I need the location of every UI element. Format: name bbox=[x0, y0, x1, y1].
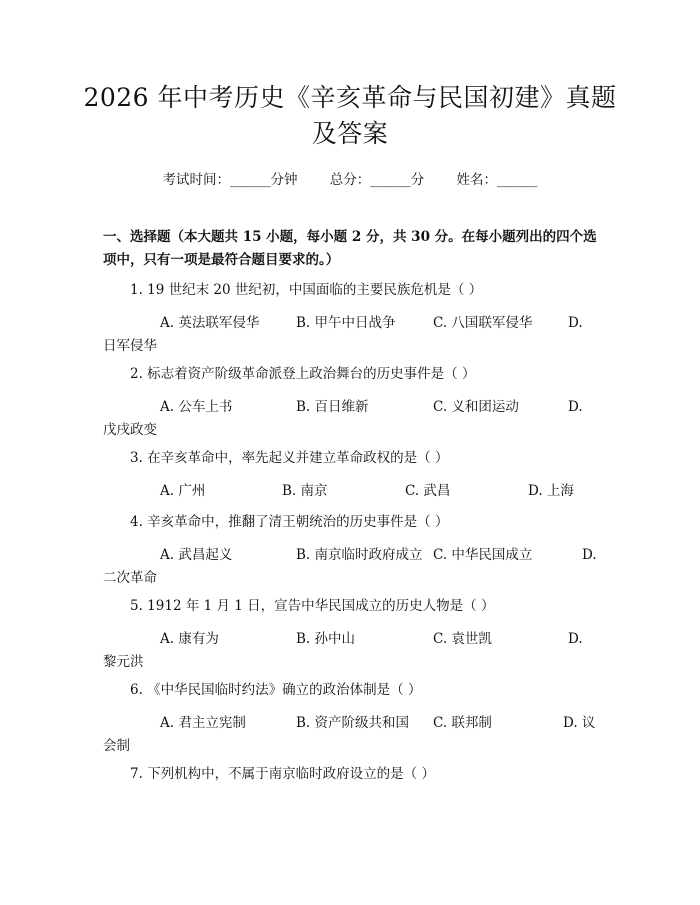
question-6-stem: 6. 《中华民国临时约法》确立的政治体制是（ ） bbox=[130, 682, 422, 698]
question-4-stem: 4. 辛亥革命中，推翻了清王朝统治的历史事件是（ ） bbox=[130, 514, 449, 530]
question-2-option-d: D. bbox=[568, 399, 583, 415]
question-4-option-c: C. 中华民国成立 bbox=[433, 547, 533, 563]
question-3-option-a: A. 广州 bbox=[160, 483, 206, 499]
question-1-option-a: A. 英法联军侵华 bbox=[160, 315, 260, 331]
question-4-option-d-wrap: 二次革命 bbox=[103, 570, 157, 586]
question-3-option-b: B. 南京 bbox=[282, 483, 328, 499]
question-4-option-a: A. 武昌起义 bbox=[160, 547, 233, 563]
exam-meta bbox=[0, 170, 700, 190]
document-title: 2026 年中考历史《辛亥革命与民国初建》真题及答案 bbox=[83, 83, 617, 148]
question-4-option-d: D. bbox=[582, 547, 597, 563]
question-7-stem: 7. 下列机构中，不属于南京临时政府设立的是（ ） bbox=[130, 766, 435, 782]
question-3-option-d: D. 上海 bbox=[528, 483, 574, 499]
question-5-option-b: B. 孙中山 bbox=[296, 631, 356, 647]
exam-time-field: 考试时间：______分钟 bbox=[162, 172, 298, 188]
total-score-field: 总分：______分 bbox=[329, 172, 425, 188]
question-1-option-b: B. 甲午中日战争 bbox=[296, 315, 396, 331]
question-5-option-a: A. 康有为 bbox=[160, 631, 219, 647]
question-1-option-d: D. bbox=[568, 315, 583, 331]
question-6-option-b: B. 资产阶级共和国 bbox=[296, 715, 410, 731]
question-1-option-c: C. 八国联军侵华 bbox=[433, 315, 533, 331]
question-2-stem: 2. 标志着资产阶级革命派登上政治舞台的历史事件是（ ） bbox=[130, 366, 476, 382]
question-5-stem: 5. 1912 年 1 月 1 日，宣告中华民国成立的历史人物是（ ） bbox=[130, 598, 495, 614]
question-1-stem: 1. 19 世纪末 20 世纪初，中国面临的主要民族危机是（ ） bbox=[130, 282, 483, 298]
question-1-option-d-wrap: 日军侵华 bbox=[103, 338, 157, 354]
question-5-option-d-wrap: 黎元洪 bbox=[103, 654, 144, 670]
question-6-option-d-wrap: 会制 bbox=[103, 738, 130, 754]
question-6-option-d: D. 议 bbox=[563, 715, 596, 731]
student-name-field: 姓名：______ bbox=[456, 172, 538, 188]
question-3-option-c: C. 武昌 bbox=[405, 483, 451, 499]
question-5-option-c: C. 袁世凯 bbox=[433, 631, 492, 647]
question-2-option-c: C. 义和团运动 bbox=[433, 399, 519, 415]
section-heading: 一、选择题（本大题共 15 小题，每小题 2 分，共 30 分。在每小题列出的四个选项中，只有一项是最符合题目要求的。） bbox=[103, 229, 597, 268]
question-2-option-b: B. 百日维新 bbox=[296, 399, 369, 415]
question-5-option-d: D. bbox=[568, 631, 583, 647]
question-3-stem: 3. 在辛亥革命中，率先起义并建立革命政权的是（ ） bbox=[130, 450, 449, 466]
question-6-option-a: A. 君主立宪制 bbox=[160, 715, 246, 731]
question-6-option-c: C. 联邦制 bbox=[433, 715, 492, 731]
question-4-option-b: B. 南京临时政府成立 bbox=[296, 547, 423, 563]
question-2-option-d-wrap: 戊戌政变 bbox=[103, 422, 157, 438]
question-2-option-a: A. 公车上书 bbox=[160, 399, 233, 415]
